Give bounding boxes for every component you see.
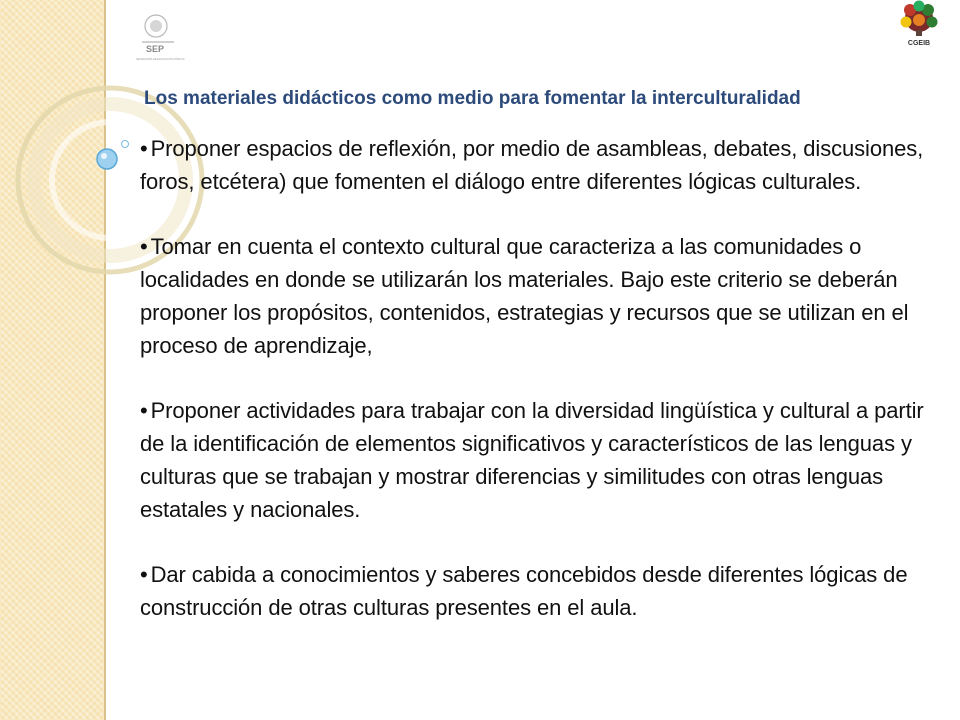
sep-logo-caption: SECRETARÍA DE EDUCACIÓN PÚBLICA [136, 58, 185, 61]
bullet-item-3 [140, 394, 930, 526]
bullet-item-1 [140, 132, 930, 198]
cgeib-logo [890, 0, 948, 50]
bullet-item-2 [140, 230, 930, 362]
bullet-mark: • [140, 136, 148, 161]
bullet-mark: • [140, 398, 148, 423]
bullet-text: Proponer actividades para trabajar con la diversidad lingüística y cultural a partir de la identificación de elementos significativos y característicos de las lenguas y culturas que se trabajan y mostrar diferencias y similitudes con otras lenguas estatales y nacionales. [140, 398, 924, 522]
sep-logo [130, 10, 190, 65]
bullet-text: Proponer espacios de reflexión, por medio de asambleas, debates, discusiones, foros, etcétera) que fomenten el diálogo entre diferentes lógicas culturales. [140, 136, 924, 194]
bullet-list [140, 132, 930, 624]
slide-content [140, 86, 930, 656]
bullet-mark: • [140, 234, 148, 259]
bullet-text: Tomar en cuenta el contexto cultural que caracteriza a las comunidades o localidades en donde se utilizarán los materiales. Bajo este criterio se deberán proponer los propósitos, contenidos, estrategias y recursos que se utilizan en el proceso de aprendizaje, [140, 234, 909, 358]
sep-logo-label: SEP [146, 44, 165, 54]
slide-title: Los materiales didácticos como medio para fomentar la interculturalidad [144, 88, 801, 109]
cgeib-logo-label: CGEIB [907, 40, 931, 47]
bullet-text: Dar cabida a conocimientos y saberes concebidos desde diferentes lógicas de construcción de otras culturas presentes en el aula. [140, 562, 908, 620]
bullet-item-4 [140, 558, 930, 624]
bullet-mark: • [140, 562, 148, 587]
